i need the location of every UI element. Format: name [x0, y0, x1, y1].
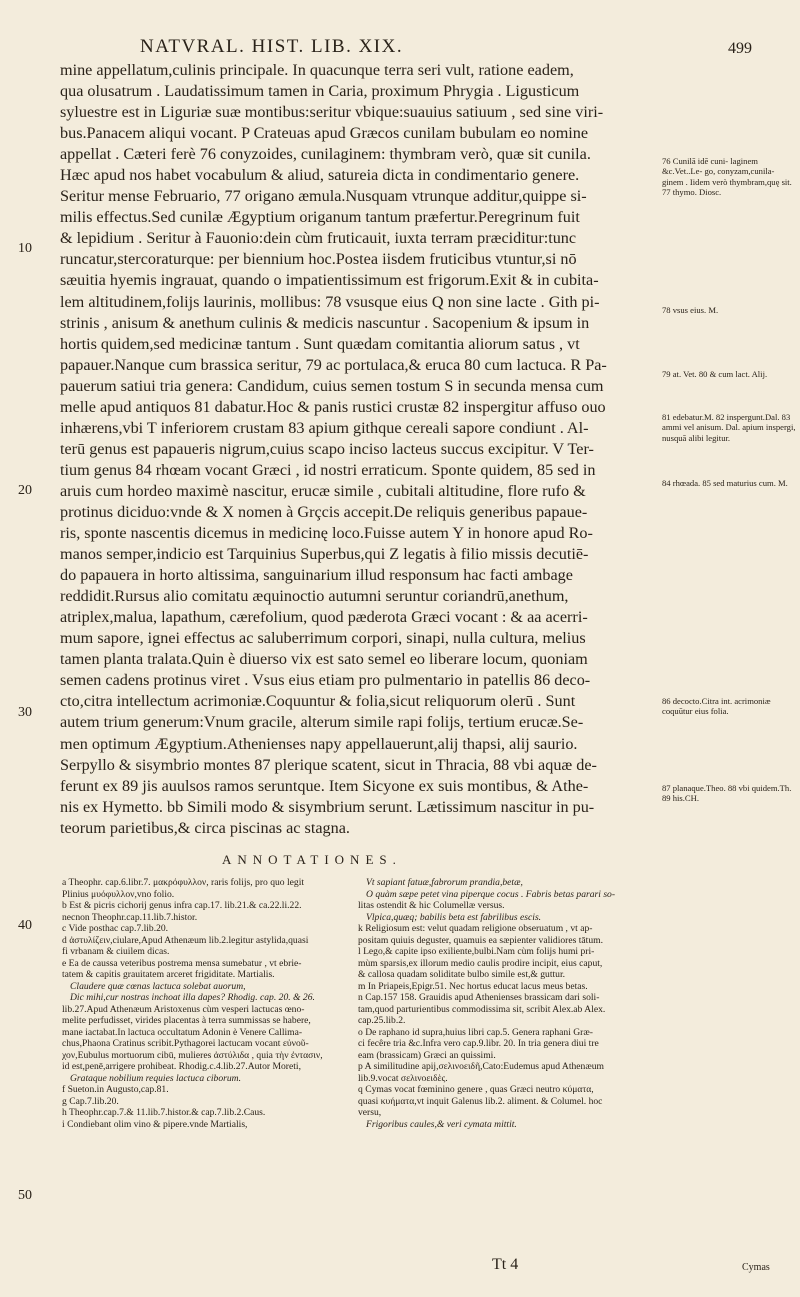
text-line: mum sapore, ignei effectus ac saluberrimum corpori, sinapi, nulla cultura, melius	[60, 629, 586, 648]
text-line: Serpyllo & sisymbrio montes 87 plerique scatent, sicut in Thracia, 88 vbi aquæ de-	[60, 755, 597, 774]
side-note: 81 edebatur.M. 82 inspergunt.Dal. 83 ammi vel anisum. Dal. apium inspergi, nusquā alibi legitur.	[662, 412, 796, 443]
text-line: tium genus 84 rhœam vocant Græci , id nostri erraticum. Sponte quidem, 85 sed in	[60, 460, 596, 479]
text-line: milis effectus.Sed cunilæ Ægyptium origanum tantum præfertur.Peregrinum fuit	[60, 208, 580, 227]
text-line: e Ea de caussa veteribus postrema mensa sumebatur , vt ebrie-	[62, 957, 302, 969]
text-line: tamen planta tralata.Quin è diuerso vix est sato semel eo liberare locum, quoniam	[60, 650, 588, 669]
text-line: papauer.Nanque cum brassica seritur, 79 ac portulaca,& eruca 80 cum lactuca. R Pa-	[60, 355, 607, 374]
side-note: 86 decocto.Citra int. acrimoniæ coquūtur eius folia.	[662, 696, 771, 717]
text-line: teorum parietibus,& circa piscinas ac stagna.	[60, 818, 350, 837]
line-number: 50	[18, 1188, 32, 1203]
annotations-title: ANNOTATIONES.	[222, 852, 402, 867]
text-line: ci fecêre tria &c.Infra vero cap.9.libr. 20. In tria genera diui tre	[358, 1038, 599, 1049]
text-line: l Lego,& capite ipso exiliente,bulbi.Nam cùm folijs humi pri-	[358, 946, 595, 957]
side-note: 78 vsus eius. M.	[662, 305, 719, 315]
line-number: 40	[18, 918, 32, 933]
text-line: do papauera in horto altissima, sanguinarium illud responsum hac facti ambage	[60, 566, 573, 585]
text-line: reddidit.Rursus alio comitatu æquinoctio autumni seruntur coriandrū,anethum,	[60, 587, 569, 606]
text-line: strinis , anisum & anethum culinis & medicis nascuntur . Sacopenium & ipsum in	[60, 313, 590, 332]
text-line: ris, sponte nascentis dicemus in medicinę loco.Fuisse autem Y in honore apud Ro-	[60, 524, 593, 543]
text-line: & lepidium . Seritur à Fauonio:dein cùm fruticauit, iuxta terram præciditur:tunc	[60, 229, 577, 248]
text-line: m In Priapeis,Epigr.51. Nec hortus educat lacus meus betas.	[358, 980, 588, 992]
annotations-left-column	[62, 877, 350, 1130]
main-text	[60, 60, 654, 839]
text-line: Hæc apud nos habet vocabulum & aliud, satureia dicta in condimentario genere.	[60, 166, 580, 185]
text-line: lem altitudinem,folijs laurinis, mollibus: 78 vsusque eius Q non sine lacte . Gith pi-	[60, 292, 600, 311]
text-line: chus,Phaona Cratinus scribit.Pythagorei lactucam vocant εὐνοῦ-	[62, 1038, 309, 1049]
text-line: ferunt ex 89 jis auulsos ramos seruntque. Item Sicyone ex suis montibus, & Athe-	[60, 776, 589, 795]
text-line: Claudere quæ cœnas lactuca solebat auorum,	[70, 980, 246, 992]
text-line: quasi κυήματα,vt inquit Galenus lib.2. aliment. & Columel. hoc	[358, 1095, 603, 1107]
text-line: terū genus est papaueris nigrum,cuius scapo inciso lacteus succus excipitur. V Ter-	[60, 439, 594, 458]
text-line: & callosa quadam soliditate bulbo simile est,& guttur.	[358, 969, 566, 980]
text-line: f Sueton.in Augusto,cap.81.	[62, 1084, 169, 1095]
text-line: nis ex Hymetto. bb Simili modo & sisymbrium serunt. Lætissimum nascitur in pu-	[60, 797, 595, 816]
line-number: 30	[18, 705, 32, 720]
text-line: Vlpica,quæq; babilis beta est fabrilibus escis.	[366, 911, 542, 923]
text-line: c Vide posthac cap.7.lib.20.	[62, 923, 169, 934]
text-line: qua olusatrum . Laudatissimum tamen in Caria, proximum Phrygia . Ligusticum	[60, 82, 580, 101]
text-line: mane iactabat.In lactuca occultatum Adonin è Venere Callima-	[62, 1026, 303, 1038]
line-number: 20	[18, 483, 32, 498]
text-line: Seritur mense Februario, 77 origano æmula.Nusquam vtrunque additur,quippe si-	[60, 187, 587, 206]
signature-mark: Tt 4	[492, 1256, 519, 1273]
text-line: n Cap.157 158. Grauidis apud Athenienses brassicam dari soli-	[358, 992, 600, 1003]
text-line: q Cymas vocat fœminino genere , quas Græci neutro κύματα,	[358, 1084, 594, 1095]
text-line: aruis cum hordeo maximè nascitur, erucæ simile , cubitali altitudine, flore rufo &	[60, 481, 586, 500]
text-line: versu,	[358, 1107, 382, 1118]
text-line: h Theophr.cap.7.& 11.lib.7.histor.& cap.7.lib.2.Caus.	[62, 1107, 266, 1118]
text-line: pauerum satiui tria genera: Candidum, cuius semen tostum S in secunda mensa cum	[60, 376, 604, 395]
text-line: Grataque nobilium requies lactuca ciborum.	[70, 1072, 241, 1084]
text-line: O quàm sæpe petet vina piperque cocus . Fabris betas parari so-	[366, 888, 616, 900]
text-line: atriplex,malua, lapathum, cærefolium, quod pæderota Græci vocant : & aa acerri-	[60, 608, 588, 627]
text-line: mine appellatum,culinis principale. In quacunque terra seri vult, ratione eadem,	[60, 61, 574, 79]
text-line: melle apud antiquos 81 dabatur.Hoc & panis rustici crustæ 82 inspergitur affuso ouo	[60, 397, 606, 416]
text-line: inhærens,vbi T inferiorem crustam 83 apium githque cereali sapore condiunt . Al-	[60, 418, 589, 437]
side-note: 76 Cunilā idē cuni- laginem &c.Vet..Le- go, conyzam,cunila- ginem . Iidem verò thymbram,quę sit. 77 thymo. Diosc.	[662, 156, 792, 198]
text-line: melite perfudisset, virides placentas à terra summissas se habere,	[62, 1015, 311, 1026]
line-number: 10	[18, 241, 32, 256]
text-line: litas ostendit & hic Columellæ versus.	[358, 900, 505, 911]
text-line: runcatur,stercoraturque: per biennium hoc.Postea iisdem fruticibus vtuntur,si nō	[60, 250, 577, 269]
text-line: Vt sapiant fatuæ,fabrorum prandia,betæ,	[366, 877, 523, 888]
text-line: lib.9.vocat σελινοειδὲς.	[358, 1072, 448, 1084]
text-line: appellat . Cæteri ferè 76 conyzoides, cunilaginem: thymbram verò, quæ sit cunila.	[60, 145, 591, 164]
text-line: bus.Panacem aliqui vocant. P Crateuas apud Græcos cunilam bubulam eo nomine	[60, 124, 589, 143]
text-line: i Condiebant olim vino & pipere.vnde Martialis,	[62, 1118, 248, 1130]
annotations-right-column	[358, 877, 748, 1130]
text-line: autem trium generum:Vnum gracile, alterum simile rapi folijs, tertium erucæ.Se-	[60, 713, 584, 732]
text-line: Plinius μυόφυλλον,vno folio.	[62, 888, 175, 900]
side-note: 79 at. Vet. 80 & cum lact. Alij.	[662, 369, 768, 379]
text-line: mùm sparsis,ex illorum medio caulis prodire incipit, eius caput,	[358, 957, 603, 969]
text-line: syluestre est in Liguriæ suæ montibus:seritur vbique:suauius satiuum , sed sine viri-	[60, 103, 604, 122]
text-line: fi vrbanam & ciuilem dicas.	[62, 946, 170, 957]
text-line: eam (brassicam) Græci an quissimi.	[358, 1049, 496, 1061]
catchword: Cymas	[742, 1262, 770, 1273]
text-line: semen cadens protinus viret . Vsus eius etiam pro pulmentario in patellis 86 deco-	[60, 671, 591, 690]
text-line: g Cap.7.lib.20.	[62, 1095, 119, 1107]
text-line: χον,Eubulus mortuorum cibū, mulieres ἀστύλιδα , quia τὴν ἐντασιν,	[62, 1049, 323, 1061]
text-line: positam quiuis deguster, quamuis ea sæpienter validiores tātum.	[358, 934, 604, 946]
text-line: p A similitudine apij,σελινοειδῆ,Cato:Eudemus apud Athenæum	[358, 1061, 604, 1072]
text-line: protinus diciduo:vnde & X nomen à Grçcis accepit.De reliquis generibus papaue-	[60, 502, 588, 521]
text-line: tatem & capitis grauitatem arceret frigiditate. Martialis.	[62, 969, 275, 980]
text-line: manos semper,indicio est Tarquinius Superbus,qui Z legatis à filio missis decutiē-	[60, 545, 589, 564]
text-line: tam,quod parturientibus commodissima sit, scribit Alex.ab Alex.	[358, 1003, 606, 1015]
text-line: cto,citra intellectum acrimoniæ.Coquuntur & folia,sicut reliquorum olerū . Sunt	[60, 692, 576, 711]
text-line: k Religiosum est: velut quadam religione obseruatum , vt ap-	[358, 923, 593, 934]
text-line: Frigoribus caules,& veri cymata mittit.	[366, 1118, 517, 1130]
text-line: cap.25.lib.2.	[358, 1015, 406, 1026]
running-title: NATVRAL. HIST. LIB. XIX.	[140, 36, 404, 57]
text-line: a Theophr. cap.6.libr.7. μακρόφυλλον, raris folijs, pro quo legit	[62, 877, 305, 888]
text-line: id est,penē,arrigere prohibeat. Rhodig.c.4.lib.27.Autor Moreti,	[62, 1061, 301, 1072]
page-number: 499	[728, 40, 752, 57]
text-line: lib.27.Apud Athenæum Aristoxenus cùm vesperi lactucas œno-	[62, 1003, 305, 1015]
text-line: d ἀστυλίζειν,ciulare,Apud Athenæum lib.2.legitur astylida,quasi	[62, 934, 309, 946]
text-line: o De raphano id supra,huius libri cap.5. Genera raphani Græ-	[358, 1026, 593, 1038]
side-note: 87 planaque.Theo. 88 vbi quidem.Th. 89 his.CH.	[662, 783, 792, 804]
text-line: men optimum Ægyptium.Athenienses napy appellauerunt,alij thapsi, alij saurio.	[60, 734, 578, 753]
text-line: b Est & picris cichorij genus infra cap.17. lib.21.& ca.22.li.22.	[62, 900, 302, 911]
text-line: necnon Theophr.cap.11.lib.7.histor.	[62, 911, 198, 923]
side-note: 84 rhœada. 85 sed maturius cum. M.	[662, 478, 788, 488]
text-line: Dic mihi,cur nostras inchoat illa dapes? Rhodig. cap. 20. & 26.	[70, 992, 315, 1003]
text-line: hortis quidem,sed medicinæ tantum . Sunt quædam comitantia aliorum satus , vt	[60, 334, 580, 353]
text-line: sæuitia hyemis ingrauat, quando o impatientissimum est frigorum.Exit & in cubita-	[60, 271, 599, 290]
